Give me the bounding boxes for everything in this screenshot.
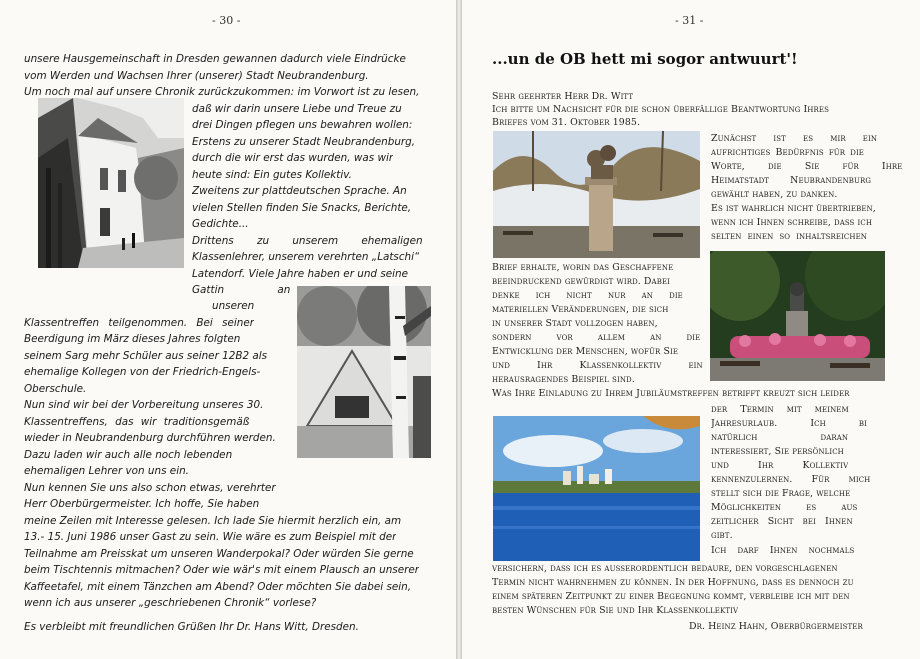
right-line-27: kennenzulernen. Für mich [711,474,871,485]
right-line-21: Was Ihre Einladung zu Ihrem Jubiläumstreffen betrifft kreuzt sich leider [492,388,850,399]
left-line-5: drei Dingen pflegen uns bewahren wollen: [192,119,413,131]
left-line-14: Latendorf. Viele Jahre haben er und seine [192,268,409,280]
left-line-29: meine Zeilen mit Interesse gelesen. Ich lade Sie hiermit herzlich ein, am [24,515,402,527]
right-line-25: interessiert, Sie persönlich [711,446,844,457]
monument-park-photo [493,131,700,258]
left-line-15: Gattin an [192,284,291,296]
left-line-34: wenn ich aus unserer „geschriebenen Chronik“ vorlese? [24,597,317,609]
left-line-27: Nun kennen Sie uns also schon etwas, verehrter [24,482,276,494]
right-line-11: selten einen so inhaltsreichen [711,231,868,242]
left-line-31: Teilnahme am Preisskat um unseren Wanderpokal? Oder würden Sie gerne [24,548,414,560]
right-line-29: Möglichkeiten es aus [711,502,858,513]
left-line-33: Kaffeetafel, mit einem Tänzchen am Abend? Oder möchten Sie dabei sein, [24,581,412,593]
right-line-15: materiellen Veränderungen, die sich [492,304,669,315]
right-line-20: herausragendes Beispiel sind. [492,374,635,385]
right-line-18: Entwicklung der Menschen, wofür Sie [492,346,679,357]
right-page [462,0,920,659]
left-line-1: unsere Hausgemeinschaft in Dresden gewannen dadurch viele Eindrücke [24,53,406,65]
right-line-24: natürlich daran [711,432,849,443]
right-page-number: - 31 - [675,14,704,27]
right-line-1: Sehr geehrter Herr Dr. Witt [492,91,634,102]
left-line-7: durch die wir erst das wurden, was wir [192,152,394,164]
right-line-3: Briefes vom 31. Oktober 1985. [492,117,641,128]
left-line-8: heute sind: Ein gutes Kollektiv. [192,169,352,181]
left-line-3: Um noch mal auf unsere Chronik zurückzukommen: im Vorwort ist zu lesen, [24,86,420,98]
right-line-14: denke ich nicht nur an die [492,290,683,301]
left-line-18: Beerdigung im März dieses Jahres folgten [24,333,241,345]
birch-house-photo [297,286,431,458]
right-line-34: Termin nicht wahrnehmen zu können. In der Hoffnung, daß es dennoch zu [492,577,854,588]
right-line-7: Heimatstadt Neubrandenburg [711,175,872,186]
right-line-16: in unserer Stadt vollzogen haben, [492,318,658,329]
right-line-10: wenn ich Ihnen schreibe, daß ich [711,217,873,228]
left-line-16: unseren [212,300,255,312]
right-line-28: stellt sich die Frage, welche [711,488,851,499]
left-line-11: Gedichte... [192,218,249,230]
left-line-21: Oberschule. [24,383,87,395]
left-line-24: wieder in Neubrandenburg durchführen werden. [24,432,276,444]
right-line-6: Worte, die Sie für Ihre [711,161,903,172]
left-line-28: Herr Oberbürgermeister. Ich hoffe, Sie haben [24,498,260,510]
lake-skyline-photo [493,416,700,561]
left-line-6: Erstens zu unserer Stadt Neubrandenburg, [192,136,416,148]
right-signature: Dr. Heinz Hahn, Oberbürgermeister [689,621,863,632]
wall-street-photo [38,98,184,268]
left-line-9: Zweitens zur plattdeutschen Sprache. An [192,185,407,197]
right-line-30: zeitlicher Sicht bei Ihnen [711,516,853,527]
left-line-23: Klassentreffens, das wir traditionsgemäß [24,416,250,428]
left-line-4: daß wir darin unsere Liebe und Treue zu [192,103,402,115]
left-line-2: vom Werden und Wachsen Ihrer (unserer) Stadt Neubrandenburg. [24,70,369,82]
right-line-12: Brief erhalte, worin das Geschaffene [492,262,674,273]
statue-flowers-photo [710,251,885,381]
left-line-17: Klassentreffen teilgenommen. Bei seiner [24,317,255,329]
right-line-33: versichern, daß ich es außerordentlich bedaure, den vorgeschlagenen [492,563,838,574]
left-signature-line: Es verbleibt mit freundlichen Grüßen Ihr Dr. Hans Witt, Dresden. [24,621,359,633]
right-line-26: und Ihr Kollektiv [711,460,849,471]
left-page-number: - 30 - [212,14,241,27]
right-line-36: besten Wünschen für Sie und Ihr Klassenkollektiv [492,605,739,616]
right-line-5: aufrichtiges Bedürfnis für die [711,147,865,158]
right-line-35: einem späteren Zeitpunkt zu einer Begegnung kommt, verbleibe ich mit den [492,591,850,602]
right-page-title: ...un de OB hett mi sogor antwuurt'! [492,50,798,68]
right-line-32: Ich darf Ihnen nochmals [711,545,855,556]
left-line-30: 13.- 15. Juni 1986 unser Gast zu sein. Wie wäre es zum Beispiel mit der [24,531,397,543]
right-line-19: und Ihr Klassenkollektiv ein [492,360,703,371]
right-line-13: beeindruckend gewürdigt wird. Dabei [492,276,671,287]
left-line-12: Drittens zu unserem ehemaligen [192,235,423,247]
right-line-23: Jahresurlaub. Ich bi [711,418,868,429]
right-line-2: Ich bitte um Nachsicht für die schon überfällige Beantwortung Ihres [492,104,829,115]
right-line-4: Zunächst ist es mir ein [711,133,878,144]
left-line-22: Nun sind wir bei der Vorbereitung unseres 30. [24,399,264,411]
right-line-8: gewählt haben, zu danken. [711,189,838,200]
left-line-20: ehemalige Kollegen von der Friedrich-Engels- [24,366,261,378]
left-page [0,0,456,659]
right-line-22: der Termin mit meinem [711,404,849,415]
left-line-19: seinem Sarg mehr Schüler aus seiner 12B2 als [24,350,268,362]
left-line-25: Dazu laden wir auch alle noch lebenden [24,449,233,461]
right-line-17: sondern vor allem an die [492,332,701,343]
left-line-32: beim Tischtennis mitmachen? Oder wie wär's mit einem Plausch an unserer [24,564,420,576]
right-line-9: Es ist wahrlich nicht übertrieben, [711,203,876,214]
left-line-10: vielen Stellen finden Sie Snacks, Berichte, [192,202,412,214]
left-line-26: ehemaligen Lehrer von uns ein. [24,465,189,477]
right-line-31: gibt. [711,530,733,541]
left-line-13: Klassenlehrer, unserem verehrten „Latschi“ [192,251,420,263]
